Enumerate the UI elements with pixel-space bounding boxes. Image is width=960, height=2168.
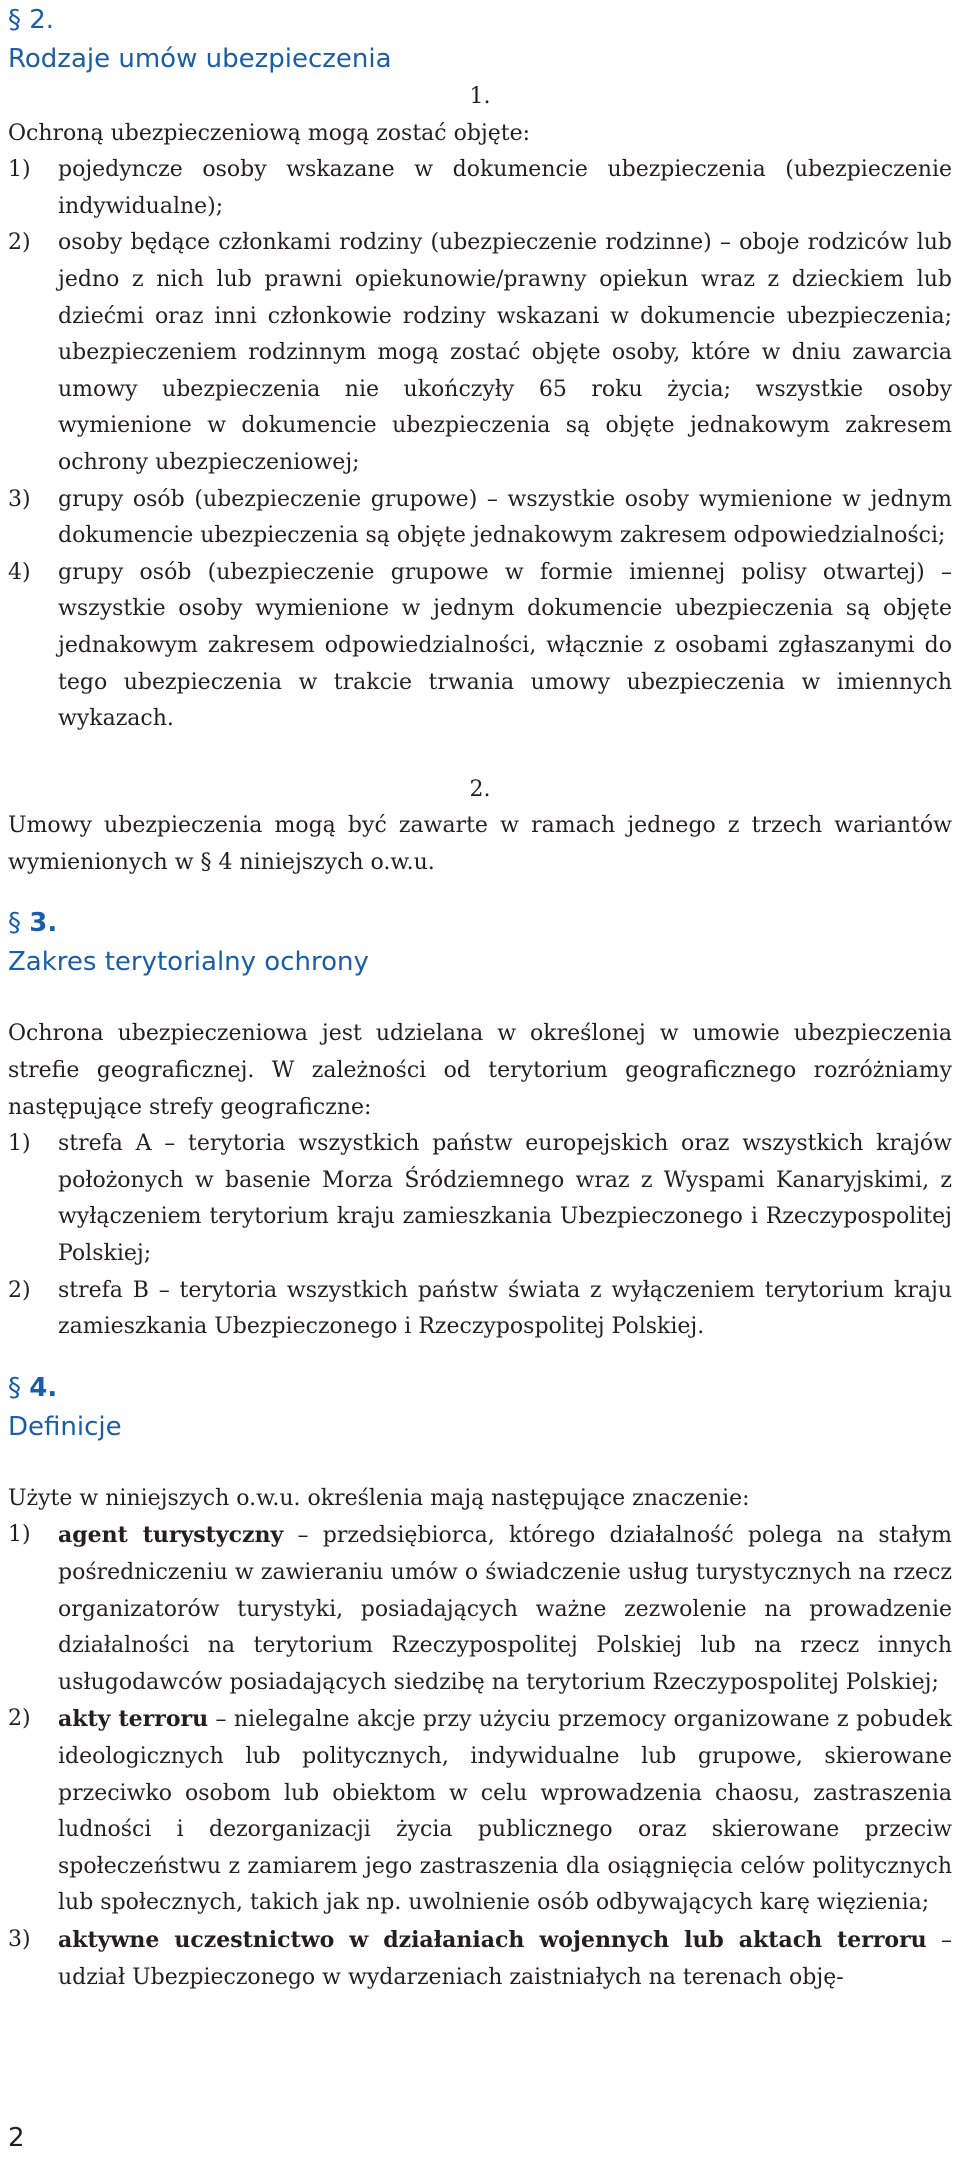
list-item-label: 1) (8, 1131, 31, 1157)
list-item-label: 3) (8, 486, 31, 512)
list-item-label: 1) (8, 1522, 31, 1548)
spacer (8, 1346, 952, 1368)
spacer (8, 881, 952, 903)
spacer (8, 1447, 952, 1481)
list-item-label: 1) (8, 157, 31, 183)
definition-text: – nielegalne akcje przy użyciu przemocy organizowane z pobudek ideologicznych lub politycznych, indywidualne lub grupowe, skierowane przeciwko osobom lub obiektom w celu wprowadzenia chaosu, zastraszenia ludności i dezorganizacji życia publicznego oraz skierowane przeciw społeczeństwu z zamiarem jego zastraszenia dla osiągnięcia celów politycznych lub społecznych, takich jak np. uwolnienie osób odbywających karę więzienia; (58, 1707, 952, 1916)
list-item-text: strefa B – terytoria wszystkich państw świata z wyłączeniem terytorium kraju zamieszkania Ubezpieczonego i Rzeczypospolitej Polskiej. (58, 1277, 952, 1340)
section-3-number (8, 903, 952, 942)
section-3-title: Zakres terytorialny ochrony (8, 947, 369, 978)
section-4-title: Definicje (8, 1411, 122, 1442)
section-4-intro: Użyte w niniejszych o.w.u. określenia mają następujące znaczenie: (8, 1485, 750, 1511)
section-number-value: 3. (29, 908, 58, 939)
spacer (8, 982, 952, 1016)
definition-text: – udział Ubezpieczonego w wydarzeniach zaistniałych na terenach obję- (58, 1927, 952, 1990)
section-4-definition-item (8, 1701, 952, 1922)
list-item-text: grupy osób (ubezpieczenie grupowe w formie imiennej polisy otwartej) – wszystkie osoby wymienione w jednym dokumencie ubezpieczenia są objęte jednakowym zakresem odpowiedzialności, włącznie z osobami zgłaszanymi do tego ubezpieczenia w trakcie trwania umowy ubezpieczenia w imiennych wykazach. (58, 559, 952, 732)
section-2-list-item (8, 152, 952, 225)
definition-term: agent turystyczny (58, 1522, 284, 1549)
definition-term: aktywne uczestnictwo w działaniach wojennych lub aktach terroru (58, 1926, 927, 1953)
page-number: 2 (8, 2123, 25, 2153)
list-item-label: 2) (8, 1706, 31, 1732)
definition-term: akty terroru (58, 1706, 209, 1733)
document-page (8, 0, 952, 1996)
section-4-number (8, 1368, 952, 1407)
section-sign: § (8, 1372, 30, 1403)
section-2-list-item (8, 482, 952, 555)
list-item-label: 2) (8, 1277, 31, 1303)
definition-text: – przedsiębiorca, którego działalność polega na stałym pośredniczeniu w zawieraniu umów o świadczenie usług turystycznych na rzecz organizatorów turystyki, posiadających ważne zezwolenie na prowadzenie działalności na terytorium Rzeczypospolitej Polskiej lub na rzecz innych usługodawców posiadających siedzibę na terytorium Rzeczypospolitej Polskiej; (58, 1523, 952, 1695)
section-2-list-item (8, 555, 952, 738)
section-4-definition-item (8, 1517, 952, 1701)
section-2-paragraph-1-number: 1. (469, 84, 491, 109)
section-2-title: Rodzaje umów ubezpieczenia (8, 44, 392, 74)
section-3-list-item (8, 1273, 952, 1346)
section-number-value: 4. (29, 1372, 58, 1403)
section-3-intro: Ochrona ubezpieczeniowa jest udzielana w określonej w umowie ubezpieczenia strefie geograficznej. W zależności od terytorium geograficznego rozróżniamy następujące strefy geograficzne: (8, 1021, 952, 1120)
section-2-paragraph-2-number: 2. (469, 776, 491, 802)
section-2-number: § 2. (8, 5, 55, 35)
section-2-paragraph-1-intro: Ochroną ubezpieczeniową mogą zostać objęte: (8, 120, 531, 146)
section-2-list-item (8, 225, 952, 481)
section-3-list-item (8, 1126, 952, 1272)
list-item-label: 2) (8, 230, 31, 256)
list-item-text: strefa A – terytoria wszystkich państw europejskich oraz wszystkich krajów położonych w basenie Morza Śródziemnego wraz z Wyspami Kanaryjskimi, z wyłączeniem terytorium kraju zamieszkania Ubezpieczonego i Rzeczypospolitej Polskiej; (58, 1131, 952, 1267)
list-item-text: pojedyncze osoby wskazane w dokumencie ubezpieczenia (ubezpieczenie indywidualne); (58, 157, 952, 219)
list-item-text: osoby będące członkami rodziny (ubezpieczenie rodzinne) – oboje rodziców lub jedno z nich lub prawni opiekunowie/prawny opiekun wraz z dzieckiem lub dziećmi oraz inni członkowie rodziny wskazani w dokumencie ubezpieczenia; ubezpieczeniem rodzinnym mogą zostać objęte osoby, które w dniu zawarcia umowy ubezpieczenia nie ukończyły 65 roku życia; wszystkie osoby wymienione w dokumencie ubezpieczenia są objęte jednakowym zakresem ochrony ubezpieczeniowej; (58, 230, 952, 475)
spacer (8, 738, 952, 772)
section-2-paragraph-2-text: Umowy ubezpieczenia mogą być zawarte w ramach jednego z trzech wariantów wymienionych w § 4 niniejszych o.w.u. (8, 813, 952, 875)
list-item-label: 3) (8, 1926, 31, 1952)
list-item-label: 4) (8, 559, 31, 585)
section-4-definition-item (8, 1922, 952, 1996)
list-item-text: grupy osób (ubezpieczenie grupowe) – wszystkie osoby wymienione w jednym dokumencie ubezpieczenia są objęte jednakowym zakresem odpowiedzialności; (58, 486, 952, 549)
section-sign: § (8, 908, 30, 939)
